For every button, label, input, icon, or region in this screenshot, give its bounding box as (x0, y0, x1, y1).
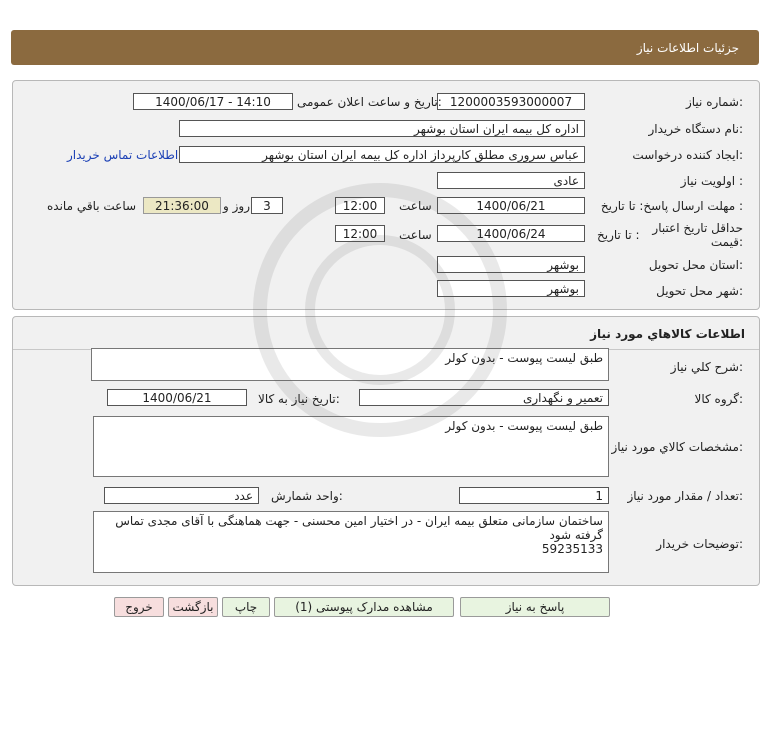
price-valid-to-label: تا تاریخ : (597, 228, 640, 242)
page-header (11, 30, 759, 65)
need-info-panel (12, 80, 760, 310)
back-button[interactable]: بازگشت (168, 597, 218, 617)
send-deadline-label: مهلت ارسال پاسخ: تا تاریخ : (600, 199, 743, 213)
qty-label: تعداد / مقدار مورد نیاز: (627, 489, 743, 503)
need-date-label: تاريخ نياز به کالا: (258, 392, 340, 406)
announce-field: 1400/06/17 - 14:10 (133, 93, 293, 110)
view-docs-button[interactable]: مشاهده مدارک پیوستی (1) (274, 597, 454, 617)
summary-field: طبق لیست پیوست - بدون کولر (91, 348, 609, 381)
price-valid-time: 12:00 (335, 225, 385, 242)
unit-field: عدد (104, 487, 259, 504)
priority-field: عادی (437, 172, 585, 189)
reply-button[interactable]: پاسخ به نیاز (460, 597, 610, 617)
group-label: گروه کالا: (694, 392, 743, 406)
unit-label: واحد شمارش: (271, 489, 343, 503)
price-valid-label: حداقل تاریخ اعتبار قیمت: (652, 221, 743, 249)
specs-field: طبق لیست پیوست - بدون کولر (93, 416, 609, 477)
price-valid-time-label: ساعت (399, 228, 432, 242)
need-number-label: شماره نیاز: (685, 95, 743, 109)
requester-label: ایجاد کننده درخواست: (632, 148, 743, 162)
page-title: جزئیات اطلاعات نیاز (636, 41, 739, 55)
qty-field: 1 (459, 487, 609, 504)
send-deadline-time: 12:00 (335, 197, 385, 214)
send-deadline-time-label: ساعت (399, 199, 432, 213)
remaining-time-field: 21:36:00 (143, 197, 221, 214)
province-field: بوشهر (437, 256, 585, 273)
buyer-notes-text: ساختمان سازمانی متعلق بیمه ایران - در اختیار امین محسنی - جهت هماهنگی با آقای مجدی تماس گرفته شود (115, 514, 603, 542)
send-deadline-date: 1400/06/21 (437, 197, 585, 214)
city-field: بوشهر (437, 280, 585, 297)
print-button[interactable]: چاپ (222, 597, 270, 617)
priority-label: اولویت نیاز : (680, 174, 743, 188)
goods-section-title: اطلاعات کالاهاي مورد نياز (590, 327, 745, 341)
days-and-label: روز و (223, 199, 250, 213)
exit-button[interactable]: خروج (114, 597, 164, 617)
remaining-label: ساعت باقي مانده (47, 199, 137, 213)
buyer-notes-field (93, 511, 609, 573)
buyer-org-field: اداره کل بیمه ایران استان بوشهر (179, 120, 585, 137)
buyer-notes-phone: 59235133 (541, 542, 603, 556)
summary-label: شرح کلي نياز: (670, 360, 743, 374)
days-field: 3 (251, 197, 283, 214)
goods-panel (12, 316, 760, 586)
requester-field: عباس سروری مطلق کارپرداز اداره کل بیمه ایران استان بوشهر (179, 146, 585, 163)
contact-info-link[interactable]: اطلاعات تماس خریدار (67, 148, 179, 162)
province-label: استان محل تحویل: (648, 258, 743, 272)
specs-label: مشخصات کالاي مورد نياز: (611, 440, 743, 454)
buyer-org-label: نام دستگاه خریدار: (648, 122, 743, 136)
need-date-field: 1400/06/21 (107, 389, 247, 406)
city-label: شهر محل تحویل: (656, 284, 743, 298)
group-field: تعمیر و نگهداری (359, 389, 609, 406)
need-number-field: 1200003593000007 (437, 93, 585, 110)
price-valid-date: 1400/06/24 (437, 225, 585, 242)
announce-label: تاریخ و ساعت اعلان عمومی: (297, 95, 442, 109)
buyer-notes-label: توضیحات خریدار: (656, 537, 743, 551)
